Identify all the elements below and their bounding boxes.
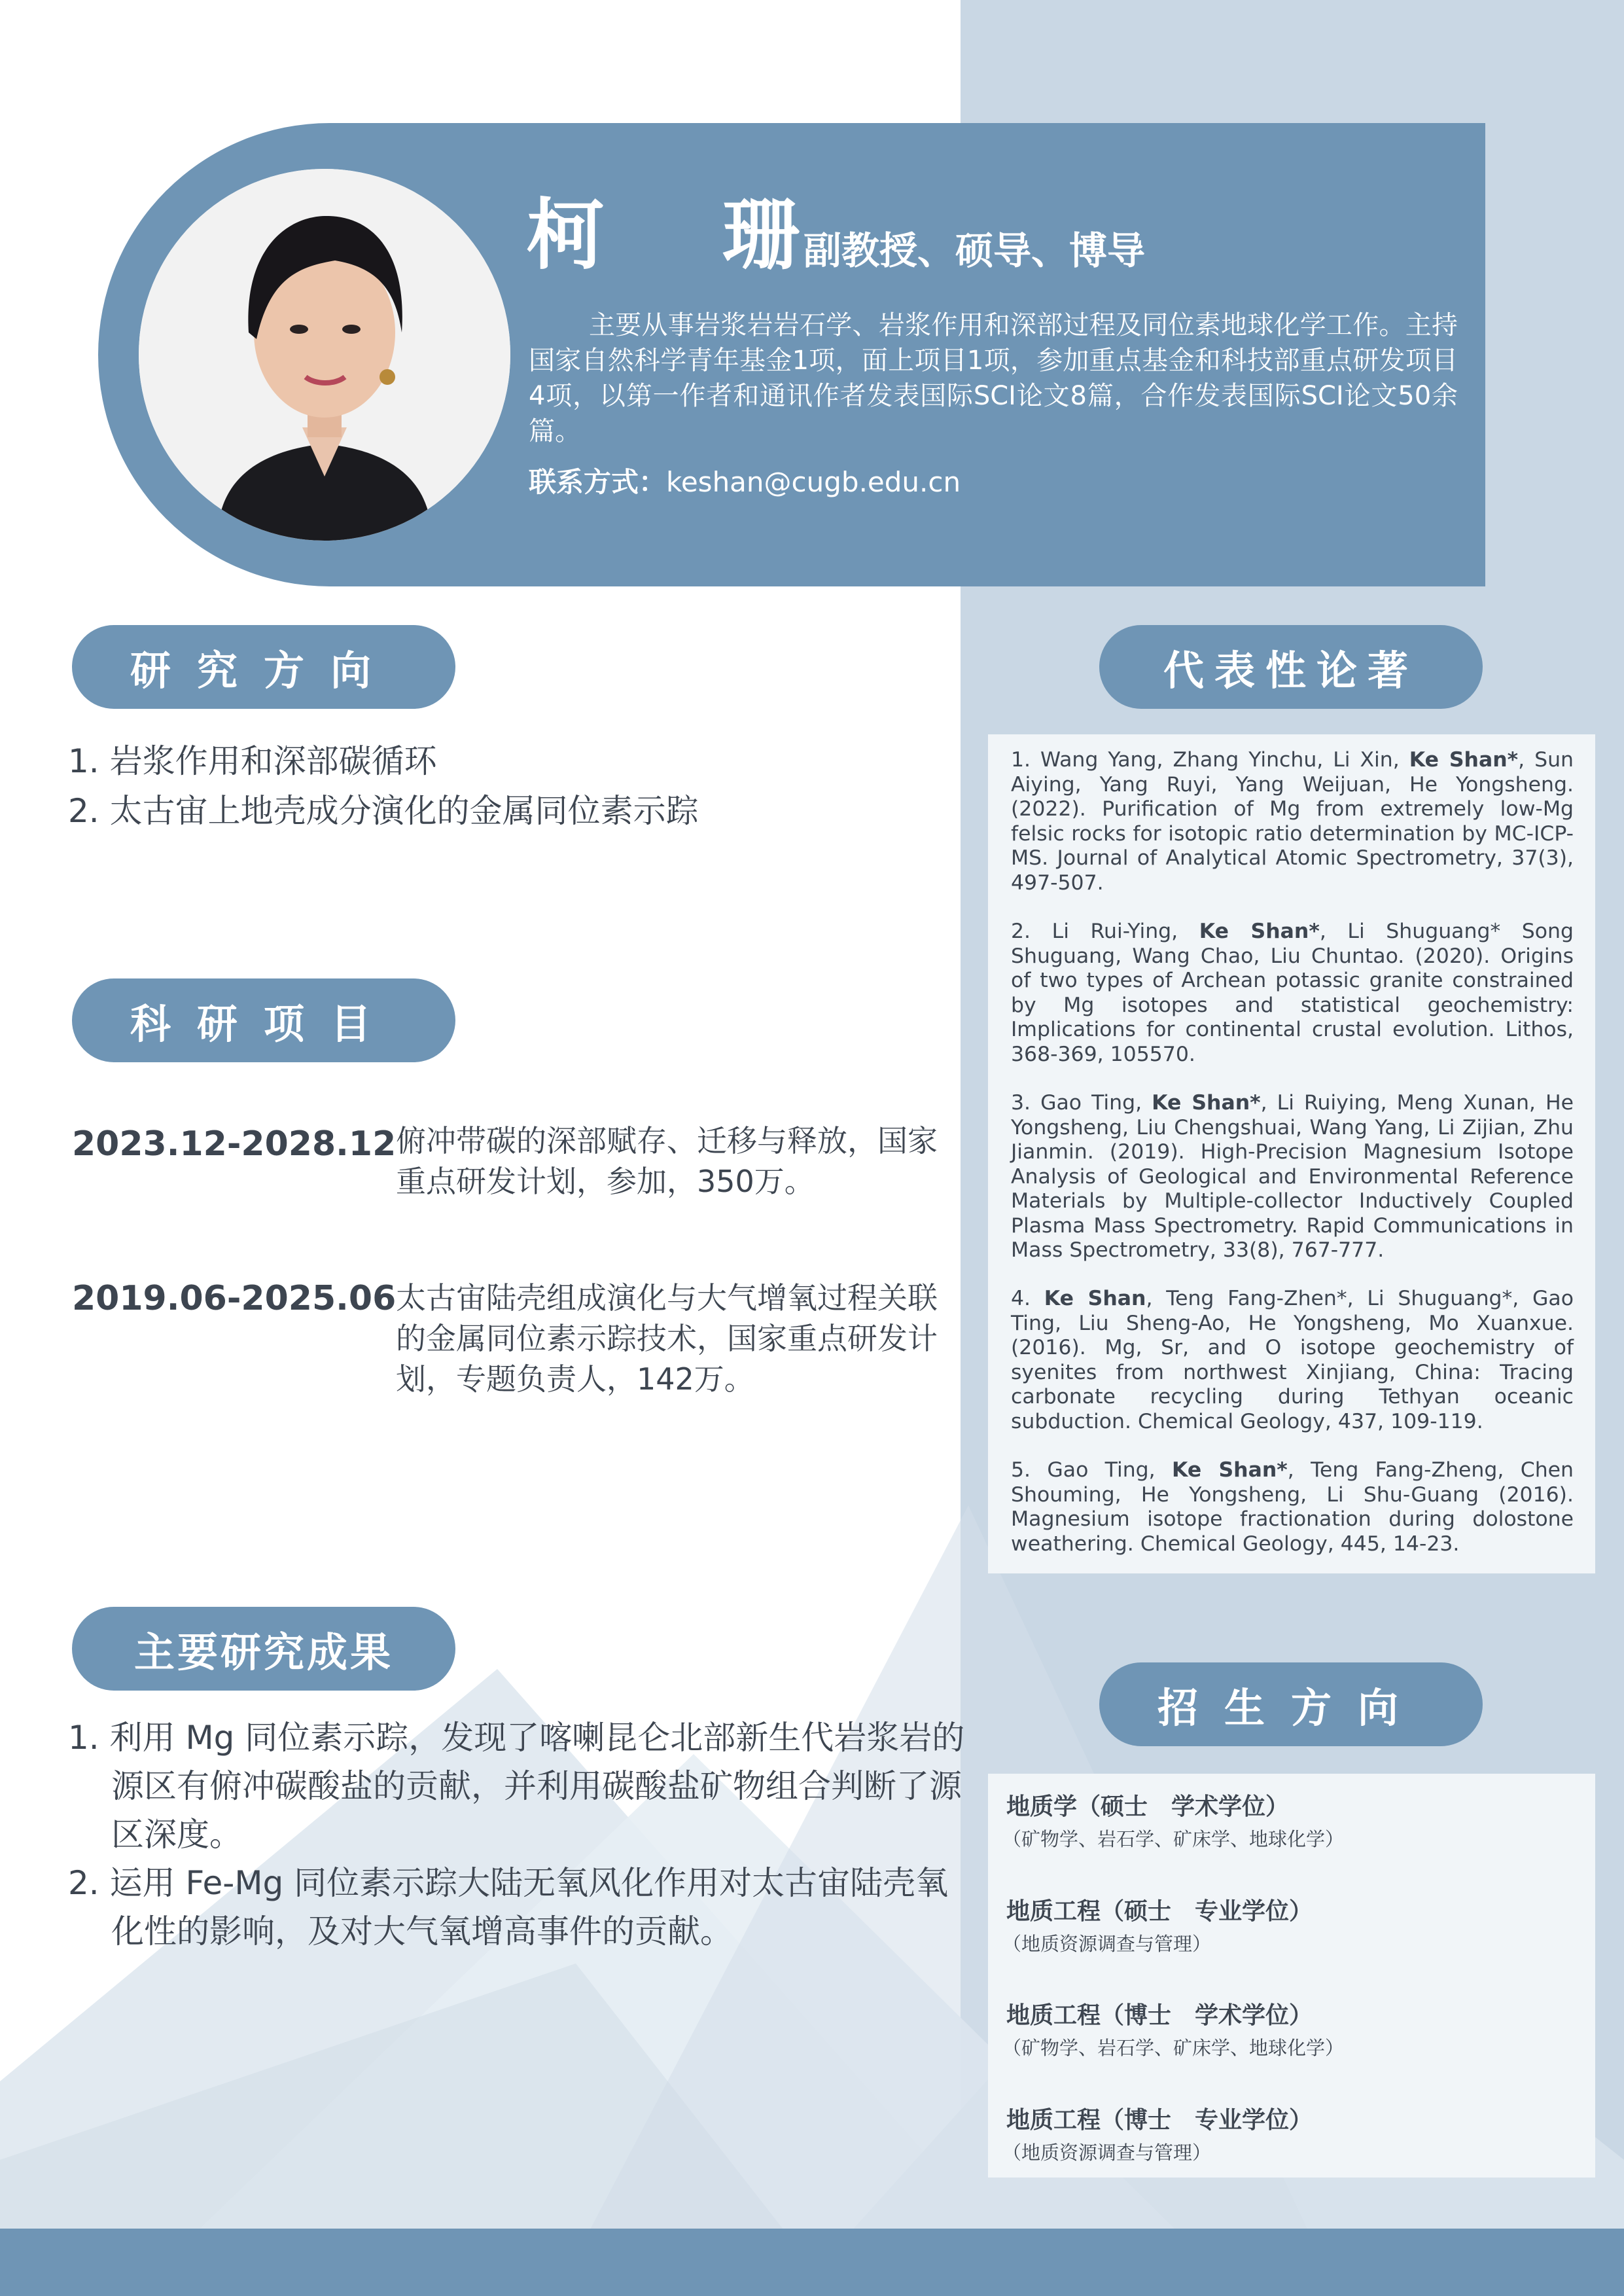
paper-author-highlight: Ke Shan* [1152, 1091, 1261, 1115]
recruit-program-subjects: （地质资源调查与管理） [1002, 1933, 1212, 1955]
project-description: 俯冲带碳的深部赋存、迁移与释放，国家重点研发计划，参加，350万。 [396, 1123, 938, 1199]
recruit-program-title: 地质工程（硕士 专业学位） [1006, 1898, 1313, 1925]
paper-authors-pre: 3. Gao Ting, [1011, 1091, 1152, 1115]
contact-email[interactable]: keshan@cugb.edu.cn [666, 466, 961, 498]
recruit-program-subjects: （矿物学、岩石学、矿床学、地球化学） [1002, 2037, 1345, 2059]
paper-entry [1011, 1458, 1574, 1556]
project-date: 2019.06-2025.06 [72, 1279, 397, 1318]
footer-bar [0, 2229, 1624, 2296]
recruit-program-title: 地质工程（博士 学术学位） [1006, 2002, 1313, 2029]
recruit-program-subjects: （矿物学、岩石学、矿床学、地球化学） [1002, 1828, 1345, 1850]
paper-entry [1011, 920, 1574, 1067]
research-direction-item: 2. 太古宙上地壳成分演化的金属同位素示踪 [68, 792, 699, 830]
paper-author-highlight: Ke Shan* [1199, 920, 1320, 943]
academic-title: 副教授、硕导、博导 [803, 228, 1146, 273]
paper-citation: , Li Shuguang* Song Shuguang, Wang Chao, Liu Chuntao. (2020). Origins of two types of Archean potassic granite constrained by Mg isotopes and statistical geochemistry: Implications for continental crustal evolution. Lithos, 368-369, 105570. [1011, 920, 1574, 1066]
portrait-icon [139, 169, 510, 541]
paper-citation: , Teng Fang-Zhen*, Li Shuguang*, Gao Ting, Liu Sheng-Ao, He Yongsheng, Mo Xuanxue. (2016). Mg, Sr, and O isotope geochemistry of syenites from northwest Xinjiang, China: Tracing carbonate recycling during Tethyan oceanic subduction. Chemical Geology, 437, 109-119. [1011, 1287, 1574, 1433]
paper-entry [1011, 1287, 1574, 1434]
recruit-program-subjects: （地质资源调查与管理） [1002, 2142, 1212, 2164]
project-date: 2023.12-2028.12 [72, 1124, 397, 1164]
intro-paragraph: 主要从事岩浆岩岩石学、岩浆作用和深部过程及同位素地球化学工作。主持国家自然科学青年基金1项，面上项目1项，参加重点基金和科技部重点研发项目4项，以第一作者和通讯作者发表国际SCI论文8篇，合作发表国际SCI论文50余篇。 [529, 310, 1458, 446]
paper-authors-pre: 1. Wang Yang, Zhang Yinchu, Li Xin, [1011, 748, 1409, 772]
recruit-program-title: 地质学（硕士 学术学位） [1006, 1793, 1290, 1820]
result-item: 1. 利用 Mg 同位素示踪，发现了喀喇昆仑北部新生代岩浆岩的源区有俯冲碳酸盐的贡献，并利用碳酸盐矿物组合判断了源区深度。 [68, 1719, 965, 1854]
paper-citation: , Li Ruiying, Meng Xunan, He Yongsheng, Liu Chengshuai, Wang Yang, Li Zijian, Zhu Jianmin. (2019). High-Precision Magnesium Isotope Analysis of Geological and Environmental Reference Materials by Multiple-collector Inductively Coupled Plasma Mass Spectrometry. Rapid Communications in Mass Spectrometry, 33(8), 767-777. [1011, 1091, 1574, 1262]
person-name: 柯 珊 [527, 190, 846, 280]
results-heading: 主要研究成果 [72, 1607, 455, 1691]
paper-author-highlight: Ke Shan [1044, 1287, 1146, 1310]
contact-label: 联系方式： [529, 466, 667, 498]
paper-citation: , Teng Fang-Zheng, Chen Shouming, He Yongsheng, Li Shu-Guang (2016). Magnesium isotope fractionation during dolostone weathering. Chemical Geology, 445, 14-23. [1011, 1458, 1574, 1556]
paper-citation: , Sun Aiying, Yang Ruyi, Yang Weijuan, He Yongsheng. (2022). Purification of Mg from extremely low-Mg felsic rocks for isotopic ratio determination by MC-ICP-MS. Journal of Analytical Atomic Spectrometry, 37(3), 497-507. [1011, 748, 1574, 895]
research-heading: 研究方向 [72, 625, 455, 709]
portrait-photo [139, 169, 510, 541]
paper-authors-pre: 4. [1011, 1287, 1044, 1310]
result-item: 2. 运用 Fe-Mg 同位素示踪大陆无氧风化作用对太古宙陆壳氧化性的影响，及对大气氧增高事件的贡献。 [68, 1864, 949, 1950]
projects-heading: 科研项目 [72, 978, 455, 1062]
paper-author-highlight: Ke Shan* [1172, 1458, 1288, 1482]
recruit-heading: 招生方向 [1099, 1662, 1483, 1746]
papers-heading: 代表性论著 [1099, 625, 1483, 709]
paper-authors-pre: 2. Li Rui-Ying, [1011, 920, 1199, 943]
recruit-program-title: 地质工程（博士 专业学位） [1006, 2107, 1313, 2134]
paper-authors-pre: 5. Gao Ting, [1011, 1458, 1172, 1482]
project-description: 太古宙陆壳组成演化与大气增氧过程关联的金属同位素示踪技术，国家重点研发计划，专题负责人，142万。 [396, 1280, 938, 1397]
paper-entry [1011, 1091, 1574, 1263]
research-direction-item: 1. 岩浆作用和深部碳循环 [68, 742, 437, 780]
paper-author-highlight: Ke Shan* [1409, 748, 1519, 772]
contact-line [529, 466, 961, 498]
paper-entry [1011, 748, 1574, 895]
